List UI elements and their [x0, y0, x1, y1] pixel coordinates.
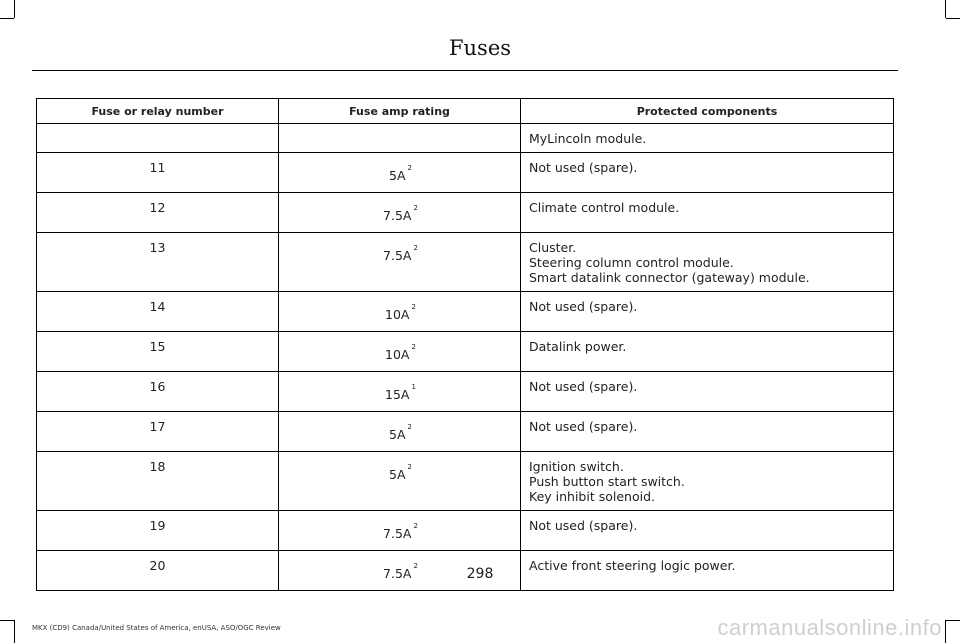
- protected-components-cell: [521, 511, 894, 551]
- title-divider: [32, 70, 898, 71]
- table-header-row: [37, 99, 894, 124]
- amp-rating-value: 7.5A: [383, 208, 412, 223]
- footnote-marker: 2: [413, 562, 418, 570]
- component-line: Not used (spare).: [529, 299, 638, 314]
- crop-mark: [14, 0, 15, 18]
- amp-rating-value: 7.5A: [383, 566, 412, 581]
- amp-rating-cell: [279, 511, 521, 551]
- protected-components-cell: [521, 292, 894, 332]
- amp-rating-value: 7.5A: [383, 526, 412, 541]
- amp-rating-cell: [279, 452, 521, 511]
- component-line: MyLincoln module.: [529, 131, 647, 146]
- amp-rating-value: 7.5A: [383, 248, 412, 263]
- fuse-table: [36, 98, 894, 591]
- footnote-marker: 2: [413, 204, 418, 212]
- footnote-marker: 2: [407, 423, 412, 431]
- amp-rating-value: 5A: [389, 427, 406, 442]
- column-header-protected-components: Protected components: [521, 99, 894, 124]
- component-line: Not used (spare).: [529, 160, 638, 175]
- crop-mark: [946, 18, 960, 19]
- fuse-number-cell: 14: [37, 292, 279, 332]
- fuse-number-cell: 17: [37, 412, 279, 452]
- protected-components-cell: [521, 412, 894, 452]
- component-line: Key inhibit solenoid.: [529, 489, 655, 504]
- amp-rating-cell: [279, 292, 521, 332]
- table-row: [37, 292, 894, 332]
- column-header-amp-rating: Fuse amp rating: [279, 99, 521, 124]
- footnote-marker: 1: [411, 383, 416, 391]
- table-row: [37, 193, 894, 233]
- protected-components-cell: [521, 193, 894, 233]
- fuse-number-cell: 20: [37, 551, 279, 591]
- table-row: [37, 452, 894, 511]
- table-row: [37, 153, 894, 193]
- amp-rating-value: 10A: [385, 347, 410, 362]
- amp-rating-value: 10A: [385, 307, 410, 322]
- amp-rating-cell: [279, 193, 521, 233]
- amp-rating-cell: [279, 332, 521, 372]
- component-line: Not used (spare).: [529, 419, 638, 434]
- crop-mark: [14, 620, 15, 643]
- table-row: [37, 412, 894, 452]
- protected-components-cell: [521, 332, 894, 372]
- fuse-number-cell: 15: [37, 332, 279, 372]
- fuse-number-cell: 19: [37, 511, 279, 551]
- protected-components-cell: [521, 233, 894, 292]
- footnote-marker: 2: [407, 164, 412, 172]
- crop-mark: [0, 620, 14, 621]
- watermark: carmanualsonline.info: [717, 615, 942, 640]
- table-row: [37, 124, 894, 153]
- crop-mark: [945, 620, 946, 643]
- protected-components-cell: [521, 372, 894, 412]
- amp-rating-value: 15A: [385, 387, 410, 402]
- amp-rating-cell: [279, 124, 521, 153]
- amp-rating-value: 5A: [389, 467, 406, 482]
- component-line: Steering column control module.: [529, 255, 734, 270]
- protected-components-cell: [521, 153, 894, 193]
- page-title: Fuses: [448, 36, 512, 60]
- column-header-fuse-number: Fuse or relay number: [37, 99, 279, 124]
- footnote-marker: 2: [407, 463, 412, 471]
- fuse-number-cell: 16: [37, 372, 279, 412]
- component-line: Not used (spare).: [529, 379, 638, 394]
- crop-mark: [0, 18, 14, 19]
- protected-components-cell: [521, 124, 894, 153]
- crop-mark: [946, 620, 960, 621]
- crop-mark: [945, 0, 946, 18]
- amp-rating-value: 5A: [389, 168, 406, 183]
- amp-rating-cell: [279, 412, 521, 452]
- footnote-marker: 2: [413, 244, 418, 252]
- fuse-number-cell: 18: [37, 452, 279, 511]
- component-line: Smart datalink connector (gateway) module.: [529, 270, 810, 285]
- component-line: Cluster.: [529, 240, 577, 255]
- amp-rating-cell: [279, 233, 521, 292]
- footnote-marker: 2: [411, 343, 416, 351]
- component-line: Active front steering logic power.: [529, 558, 736, 573]
- footnote-marker: 2: [411, 303, 416, 311]
- footer-note: MKX (CD9) Canada/United States of America, enUSA, ASO/OGC Review: [32, 624, 281, 632]
- fuse-number-cell: [37, 124, 279, 153]
- table-row: [37, 332, 894, 372]
- protected-components-cell: [521, 452, 894, 511]
- fuse-number-cell: 13: [37, 233, 279, 292]
- component-line: Not used (spare).: [529, 518, 638, 533]
- table-row: [37, 372, 894, 412]
- table-row: [37, 511, 894, 551]
- fuse-number-cell: 12: [37, 193, 279, 233]
- page-number: 298: [466, 566, 494, 582]
- amp-rating-cell: [279, 153, 521, 193]
- component-line: Datalink power.: [529, 339, 627, 354]
- table-row: [37, 233, 894, 292]
- footnote-marker: 2: [413, 522, 418, 530]
- component-line: Push button start switch.: [529, 474, 685, 489]
- amp-rating-cell: [279, 372, 521, 412]
- fuse-number-cell: 11: [37, 153, 279, 193]
- component-line: Climate control module.: [529, 200, 680, 215]
- component-line: Ignition switch.: [529, 459, 624, 474]
